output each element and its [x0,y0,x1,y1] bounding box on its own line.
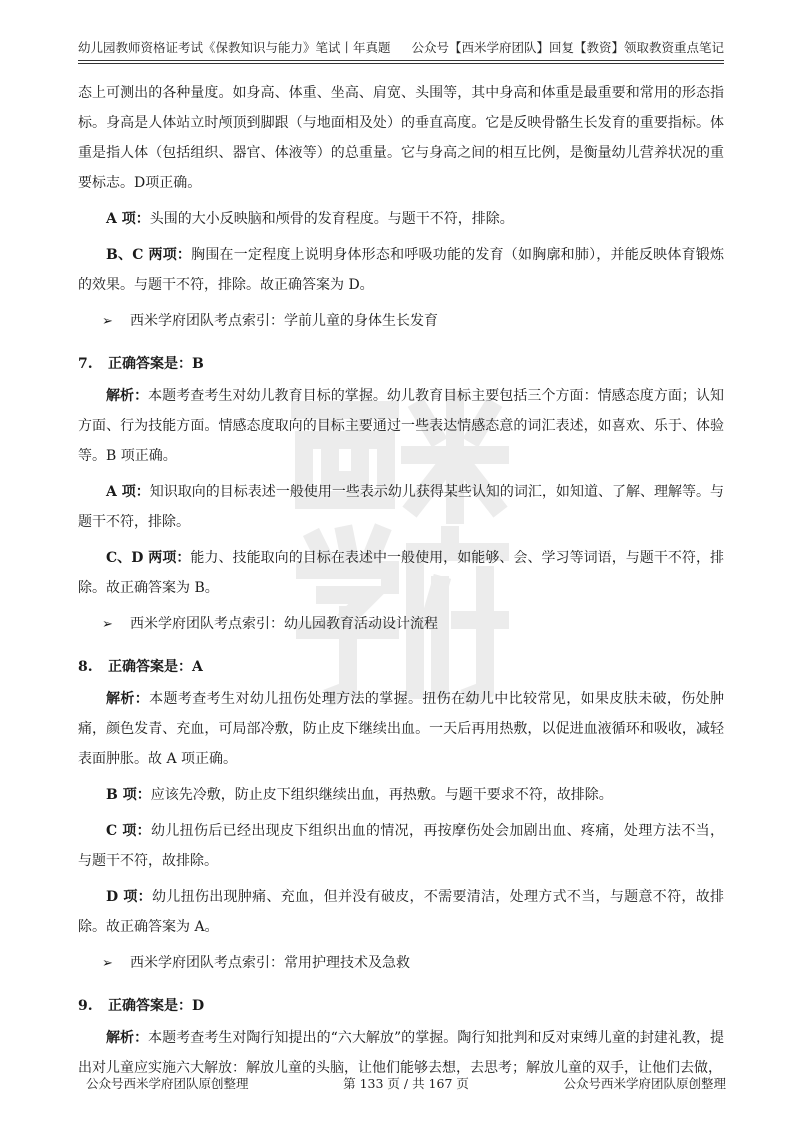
footer-right: 公众号西米学府团队原创整理 [563,1076,726,1091]
answer-text: 正确答案是：B [108,356,204,372]
index-text: 西米学府团队考点索引：幼儿园教育活动设计流程 [130,616,438,632]
arrow-bullet-icon: ➢ [102,617,113,632]
question-8-analysis [78,684,724,774]
answer-text: 正确答案是：D [108,998,205,1014]
question-7-option-cd [78,543,724,603]
question-8-answer [78,652,724,682]
option-label: A 项： [106,211,150,227]
question-8-option-b [78,780,724,810]
option-text: 幼儿扭伤出现肿痛、充血，但并没有破皮，不需要清洁，处理方式不当，与题意不符，故排除。故正确答案为 A。 [78,889,725,935]
option-text: 知识取向的目标表述一般使用一些表示幼儿获得某些认知的词汇，如知道、了解、理解等。与题干不符，排除。 [78,484,724,530]
question-8-option-d [78,882,724,942]
analysis-text: 本题考查考生对幼儿教育目标的掌握。幼儿教育目标主要包括三个方面：情感态度方面；认知方面、行为技能方面。情感态度取向的目标主要通过一些表达情感态意的词汇表述，如喜欢、乐于、体验等。B 项正确。 [78,388,724,464]
answer-content [78,78,724,1089]
question-7-index [78,609,724,640]
option-label: C、D 两项： [106,550,191,566]
question-7-analysis [78,381,724,471]
question-number: 9. [78,998,93,1014]
intro-option-a [78,204,724,234]
question-7-option-a [78,477,724,537]
question-7-answer [78,349,724,379]
option-label: C 项： [106,823,152,839]
header-left: 幼儿园教师资格证考试《保教知识与能力》笔试丨年真题 [78,40,391,55]
page-footer [86,1074,726,1092]
option-label: B、C 两项： [106,247,192,263]
option-label: A 项： [106,484,150,500]
option-text: 胸围在一定程度上说明身体形态和呼吸功能的发育（如胸廓和肺），并能反映体育锻炼的效果。与题干不符，排除。故正确答案为 D。 [78,247,724,293]
arrow-bullet-icon: ➢ [102,314,113,329]
option-text: 能力、技能取向的目标在表述中一般使用，如能够、会、学习等词语，与题干不符，排除。故正确答案为 B。 [78,550,724,596]
question-8-option-c [78,816,724,876]
footer-left: 公众号西米学府团队原创整理 [86,1076,249,1091]
page-header [78,40,724,61]
intro-option-bc [78,240,724,300]
answer-text: 正确答案是：A [108,659,203,675]
analysis-label: 解析： [106,691,150,707]
question-9-answer [78,991,724,1021]
option-label: B 项： [106,787,151,803]
option-text: 应该先冷敷，防止皮下组织继续出血，再热敷。与题干要求不符，故排除。 [150,787,613,803]
index-text: 西米学府团队考点索引：学前儿童的身体生长发育 [130,313,438,329]
question-8-index [78,948,724,979]
question-number: 8. [78,659,93,675]
index-text: 西米学府团队考点索引：常用护理技术及急救 [130,955,410,971]
analysis-label: 解析： [106,388,149,404]
analysis-text: 本题考查考生对幼儿扭伤处理方法的掌握。扭伤在幼儿中比较常见，如果皮肤未破，伤处肿痛，颜色发青、充血，可局部冷敷，防止皮下继续出血。一天后再用热敷，以促进血液循环和吸收，减轻表面肿胀。故 A 项正确。 [78,691,725,767]
analysis-label: 解析： [106,1030,149,1046]
page-number: 第 133 页 / 共 167 页 [343,1076,469,1091]
arrow-bullet-icon: ➢ [102,956,113,971]
intro-index [78,306,724,337]
option-text: 幼儿扭伤后已经出现皮下组织出血的情况，再按摩伤处会加剧出血、疼痛，处理方法不当，与题干不符，故排除。 [78,823,724,869]
option-text: 头围的大小反映脑和颅骨的发育程度。与题干不符，排除。 [149,211,514,227]
option-label: D 项： [106,889,152,905]
question-number: 7. [78,356,93,372]
analysis-text: 本题考查考生对陶行知提出的“六大解放”的掌握。陶行知批判和反对束缚儿童的封建礼教，提出对儿童应实施六大解放：解放儿童的头脑，让他们能够去想，去思考；解放儿童的双手，让他们去做， [78,1030,725,1076]
header-right: 公众号【西米学府团队】回复【教资】领取教资重点笔记 [411,40,724,55]
intro-paragraph: 态上可测出的各种量度。如身高、体重、坐高、肩宽、头围等，其中身高和体重是最重要和常用的形态指标。身高是人体站立时颅顶到脚跟（与地面相及处）的垂直高度。它是反映骨骼生长发育的重要指标。体重是指人体（包括组织、器官、体液等）的总重量。它与身高之间的相互比例，是衡量幼儿营养状况的重要标志。D项正确。 [78,85,724,191]
